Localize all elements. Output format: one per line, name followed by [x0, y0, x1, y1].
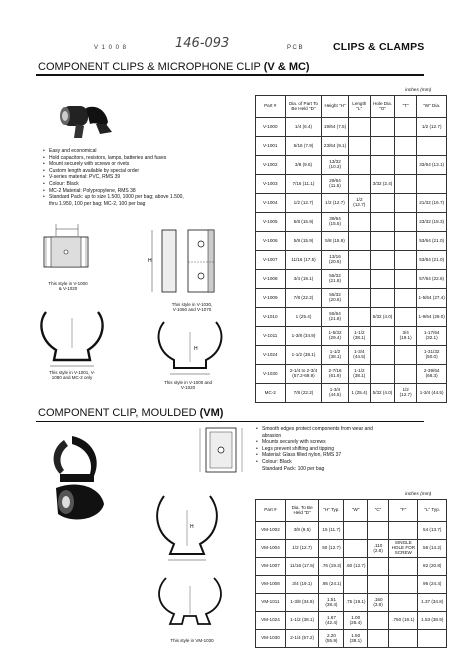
table-cell: [371, 289, 395, 308]
table-cell: [371, 137, 395, 156]
table-cell: 1/2 (12.7): [285, 194, 322, 213]
col-header: Dia. of Part To Be Held "D": [285, 96, 322, 118]
table-cell: 15 (11.7): [319, 522, 344, 540]
table-cell: .95 (24.1): [319, 576, 344, 594]
table-cell: 53/64 (21.0): [417, 251, 447, 270]
feature-item: • Custom length available by special order: [43, 168, 184, 175]
table-cell: [394, 270, 416, 289]
part-number-cell: V-1003: [256, 175, 286, 194]
table-cell: 2-39/64 (66.3): [417, 365, 447, 384]
moulded-clip-drawing-profile: [150, 490, 224, 564]
table-cell: [367, 522, 388, 540]
table-cell: [367, 612, 388, 630]
table-row: [256, 540, 447, 558]
part-number-cell: VM-1011: [256, 594, 286, 612]
moulded-clip-drawing-top: [198, 424, 250, 476]
table-header-row: [256, 96, 447, 118]
col-header: Part #: [256, 96, 286, 118]
table-cell: [389, 522, 418, 540]
feature-item: • Smooth edges protect components from wear and: [256, 426, 373, 433]
feature-item: • Mounts securely with screws: [256, 439, 373, 446]
feature-item: • Mount securely with screws or rivets: [43, 161, 184, 168]
table-cell: [394, 308, 416, 327]
table-cell: 1-31/32 (50.0): [417, 346, 447, 365]
table-row: [256, 137, 447, 156]
feature-item: • Legs prevent shifting and tipping: [256, 446, 373, 453]
table-cell: 1-1/2 (38.1): [322, 346, 348, 365]
table-cell: 55/32 (21.8): [322, 270, 348, 289]
table-cell: [348, 118, 370, 137]
table-cell: 1 (25.4): [348, 384, 370, 403]
table-cell: [394, 213, 416, 232]
table-cell: [371, 156, 395, 175]
table-row: [256, 308, 447, 327]
table-cell: 2-7/16 (61.9): [322, 365, 348, 384]
col-header: "L" Typ.: [418, 500, 447, 522]
table-row: [256, 630, 447, 648]
table-cell: [348, 137, 370, 156]
feature-item: • Standard Pack: up to size 1.500, 1000 per bag; above 1.500,: [43, 194, 184, 201]
table-cell: 1/2 (12.7): [417, 118, 447, 137]
table-cell: 1/2 (12.7): [322, 194, 348, 213]
col-header: Dia. To Be Held "D": [285, 500, 319, 522]
section2-title-suffix: (VM): [199, 407, 224, 419]
feature-item: • Easy and economical: [43, 148, 184, 155]
table-cell: [417, 175, 447, 194]
table-cell: SINGLE HOLE FOR SCREW: [389, 540, 418, 558]
table-cell: [348, 251, 370, 270]
part-number-cell: V-1010: [256, 308, 286, 327]
table-cell: .50 (12.7): [344, 558, 367, 576]
table-cell: 1-5/64 (27.4): [417, 289, 447, 308]
feature-item: abrasion: [262, 432, 282, 439]
table-cell: 1.51 (38.4): [319, 594, 344, 612]
table-row: [256, 594, 447, 612]
table-row: [256, 327, 447, 346]
part-number-cell: VM-1024: [256, 612, 286, 630]
table-cell: 11/16 (17.5): [285, 251, 322, 270]
feature-item: • Colour: Black: [256, 459, 373, 466]
table-cell: [348, 232, 370, 251]
table-row: [256, 346, 447, 365]
table-row: [256, 232, 447, 251]
table-cell: 1/2 (12.7): [394, 384, 416, 403]
table-cell: 55/32 (20.6): [322, 289, 348, 308]
feature-item: • Material: Glass filled nylon, RMS 37: [256, 452, 373, 459]
table-cell: 29/64 (11.5): [322, 175, 348, 194]
table-cell: .150 (3.8): [367, 594, 388, 612]
table-cell: [394, 118, 416, 137]
feature-item: Standard Pack: 100 per bag: [262, 465, 325, 472]
part-number-cell: VM-1002: [256, 522, 286, 540]
table-cell: 1-3/4 (44.5): [348, 346, 370, 365]
table-cell: 13/32 (10.3): [322, 156, 348, 175]
table-cell: 1/2 (12.7): [285, 540, 319, 558]
table-cell: 1-3/8 (34.9): [285, 594, 319, 612]
table-row: [256, 576, 447, 594]
feature-item: thru 1.950, 100 per bag; MC-2, 100 per bag: [49, 200, 146, 207]
part-number-cell: V-1002: [256, 156, 286, 175]
table-cell: [394, 289, 416, 308]
clip-photo: [56, 98, 126, 142]
table-cell: 57/64 (22.6): [417, 270, 447, 289]
table-cell: [344, 576, 367, 594]
page-title-suffix: (V & MC): [263, 61, 310, 73]
section2-rule: [36, 421, 424, 422]
table-cell: [389, 630, 418, 648]
col-header: Height "H": [322, 96, 348, 118]
clip-drawing-profile-1: [36, 308, 108, 370]
table-cell: [371, 346, 395, 365]
table-cell: [394, 251, 416, 270]
table-cell: 5/8 (15.9): [322, 232, 348, 251]
table-cell: 1-3/4 (44.5): [417, 384, 447, 403]
feature-item: • V-series material: PVC, RMS 39: [43, 174, 184, 181]
table-cell: 23/32 (18.3): [417, 213, 447, 232]
part-number-cell: VM-1008: [256, 576, 286, 594]
table-cell: [394, 194, 416, 213]
table-cell: 3/32 (2.4): [371, 175, 395, 194]
table-cell: 1.50 (38.1): [344, 630, 367, 648]
part-number-cell: VM-1030: [256, 630, 286, 648]
table-cell: 33/64 (13.1): [417, 156, 447, 175]
table-cell: 1-1/2 (38.1): [348, 327, 370, 346]
part-number-cell: V-1009: [256, 289, 286, 308]
col-header: "F": [389, 500, 418, 522]
table-cell: 1-1/2 (38.1): [285, 346, 322, 365]
table-cell: [367, 576, 388, 594]
table-cell: 39/64 (15.5): [322, 213, 348, 232]
col-header: Part #: [256, 500, 286, 522]
part-number-cell: V-1006: [256, 232, 286, 251]
table-cell: [394, 365, 416, 384]
col-header: Length "L": [348, 96, 370, 118]
table-cell: [348, 175, 370, 194]
table-row: [256, 175, 447, 194]
section1-features: [43, 148, 184, 207]
table-cell: 3/8 (9.5): [285, 156, 322, 175]
svg-text:H: H: [190, 524, 194, 530]
table-cell: [348, 156, 370, 175]
header-pcb: P C B: [287, 45, 303, 51]
table-cell: 5/8 (15.9): [285, 232, 322, 251]
table-cell: 21/32 (16.7): [417, 194, 447, 213]
part-number-cell: V-1000: [256, 118, 286, 137]
table-cell: [389, 594, 418, 612]
table-cell: [348, 213, 370, 232]
table-cell: [371, 194, 395, 213]
table-cell: 11/16 (17.5): [285, 558, 319, 576]
part-number-cell: VM-1004: [256, 540, 286, 558]
table-cell: [371, 327, 395, 346]
col-header: "C": [367, 500, 388, 522]
table-cell: [394, 232, 416, 251]
table-row: [256, 251, 447, 270]
part-number-cell: V-1007: [256, 251, 286, 270]
table-cell: .75 (19.1): [344, 594, 367, 612]
table-cell: [344, 522, 367, 540]
header-rule: [36, 74, 424, 76]
moulded-clip-table: [255, 499, 447, 648]
table-cell: [371, 251, 395, 270]
feature-item: • MC-2 Material: Polypropylene, RMS 38: [43, 188, 184, 195]
table-header-row: [256, 500, 447, 522]
table-cell: 13/16 (20.6): [322, 251, 348, 270]
table-cell: 55/64 (21.8): [322, 308, 348, 327]
section2-features: [256, 426, 373, 472]
table-cell: 3/4 (19.1): [285, 270, 322, 289]
caption-d: This style in V-1000 and V-1020: [163, 380, 213, 390]
table-row: [256, 522, 447, 540]
part-number-cell: V-1024: [256, 346, 286, 365]
table-cell: 1-1/2 (38.1): [348, 365, 370, 384]
table-cell: 5/8 (15.9): [285, 213, 322, 232]
table-row: [256, 118, 447, 137]
table-cell: 50 (12.7): [319, 540, 344, 558]
table-row: [256, 289, 447, 308]
table-cell: 3/4 (19.1): [285, 576, 319, 594]
caption-b: This style in V-1030, V-1060 and V-1070: [171, 302, 213, 312]
section2-title: [38, 407, 223, 419]
clip-drawing-profile-2: [150, 318, 230, 380]
table-row: [256, 156, 447, 175]
units-label: inches (mm): [405, 88, 432, 93]
table-cell: 5/16 (7.9): [285, 137, 322, 156]
table-cell: [367, 630, 388, 648]
moulded-clip-photo: [42, 430, 112, 530]
section2-title-text: COMPONENT CLIP, MOULDED: [38, 407, 197, 419]
table-row: [256, 612, 447, 630]
table-cell: 7/16 (11.1): [285, 175, 322, 194]
table-cell: 53/64 (21.0): [417, 232, 447, 251]
table-cell: .110 (2.8): [367, 540, 388, 558]
moulded-clip-drawing-legs: [150, 574, 230, 636]
table-cell: 5/32 (4.0): [371, 384, 395, 403]
table-cell: 1.37 (34.8): [418, 594, 447, 612]
table-cell: 5/32 (4.0): [371, 308, 395, 327]
table-cell: .750 (19.1): [389, 612, 418, 630]
col-header: "W": [344, 500, 367, 522]
table-cell: [394, 156, 416, 175]
table-cell: [371, 270, 395, 289]
table-row: [256, 270, 447, 289]
part-number-cell: V-1004: [256, 194, 286, 213]
part-number-cell: VM-1007: [256, 558, 286, 576]
table-cell: [344, 540, 367, 558]
col-header: "W" Dia.: [417, 96, 447, 118]
page-title: [38, 61, 310, 73]
table-cell: 54 (13.7): [418, 522, 447, 540]
table-cell: 1-17/64 (32.1): [417, 327, 447, 346]
table-row: [256, 384, 447, 403]
table-cell: [371, 365, 395, 384]
feature-item: • Colour: Black: [43, 181, 184, 188]
table-cell: 3/8 (9.5): [285, 522, 319, 540]
part-number-cell: V-1030: [256, 365, 286, 384]
table-cell: 1/2 (12.7): [348, 194, 370, 213]
caption-a: This style in V-1000 & V-1020: [48, 281, 88, 291]
table-cell: 2.20 (55.9): [319, 630, 344, 648]
table-cell: 1-3/4 (44.5): [322, 384, 348, 403]
table-cell: [394, 137, 416, 156]
col-header: Hole Dia. "O": [371, 96, 395, 118]
table-cell: [389, 558, 418, 576]
table-cell: 1 (25.4): [285, 308, 322, 327]
table-cell: 1-3/8 (34.9): [285, 327, 322, 346]
table-cell: 2-1/4 (57.2): [285, 630, 319, 648]
table-cell: 1-9/64 (29.0): [417, 308, 447, 327]
table-cell: 1/4 (6.4): [285, 118, 322, 137]
table-cell: 1.00 (25.4): [344, 612, 367, 630]
section2-units: inches (mm): [405, 492, 432, 497]
category-title: CLIPS & CLAMPS: [333, 41, 425, 53]
part-number-cell: V-1011: [256, 327, 286, 346]
table-cell: [394, 346, 416, 365]
table-cell: .76 (19.3): [319, 558, 344, 576]
table-cell: [371, 232, 395, 251]
table-cell: [417, 137, 447, 156]
table-cell: [367, 558, 388, 576]
part-number-cell: V-1001: [256, 137, 286, 156]
table-row: [256, 194, 447, 213]
table-cell: [348, 308, 370, 327]
table-cell: 2-1/4 to 2-3/4 (57.2-69.9): [285, 365, 322, 384]
table-cell: [348, 289, 370, 308]
part-number-cell: V-1008: [256, 270, 286, 289]
table-cell: 1.53 (38.9): [418, 612, 447, 630]
component-clips-table: [255, 95, 447, 403]
table-cell: 1-1/2 (38.1): [285, 612, 319, 630]
table-cell: 56 (14.2): [418, 540, 447, 558]
table-cell: [418, 630, 447, 648]
caption-vm: This style in VM-1030: [170, 638, 214, 643]
clip-drawing-side: [148, 222, 228, 302]
clip-drawing-flat: [38, 222, 94, 280]
table-cell: [371, 118, 395, 137]
table-cell: 7/8 (22.2): [285, 289, 322, 308]
part-number-cell: MC-2: [256, 384, 286, 403]
table-cell: 19/64 (7.5): [322, 118, 348, 137]
page-title-text: COMPONENT CLIPS & MICROPHONE CLIP: [38, 61, 261, 73]
table-cell: 7/8 (22.2): [285, 384, 322, 403]
svg-text:H: H: [194, 346, 198, 352]
table-cell: 96 (24.4): [418, 576, 447, 594]
table-cell: 23/64 (9.1): [322, 137, 348, 156]
part-number-cell: V-1005: [256, 213, 286, 232]
feature-item: • Hold capacitors, resistors, lamps, batteries and fuses: [43, 155, 184, 162]
col-header: "H" Typ.: [319, 500, 344, 522]
table-cell: 82 (20.8): [418, 558, 447, 576]
header-code: V 1 0 0 8: [94, 45, 128, 51]
table-row: [256, 365, 447, 384]
svg-text:H: H: [148, 258, 152, 264]
table-row: [256, 558, 447, 576]
handwritten-number: 146-093: [175, 36, 230, 51]
table-row: [256, 213, 447, 232]
table-cell: 3/4 (19.1): [394, 327, 416, 346]
table-cell: 1.67 (42.4): [319, 612, 344, 630]
col-header: "T": [394, 96, 416, 118]
table-cell: [348, 270, 370, 289]
caption-c: This style in V-1001, V-1080 and MC-2 only: [48, 370, 96, 380]
table-cell: 1-5/32 (29.4): [322, 327, 348, 346]
table-cell: [389, 576, 418, 594]
table-cell: [394, 175, 416, 194]
table-cell: [371, 213, 395, 232]
